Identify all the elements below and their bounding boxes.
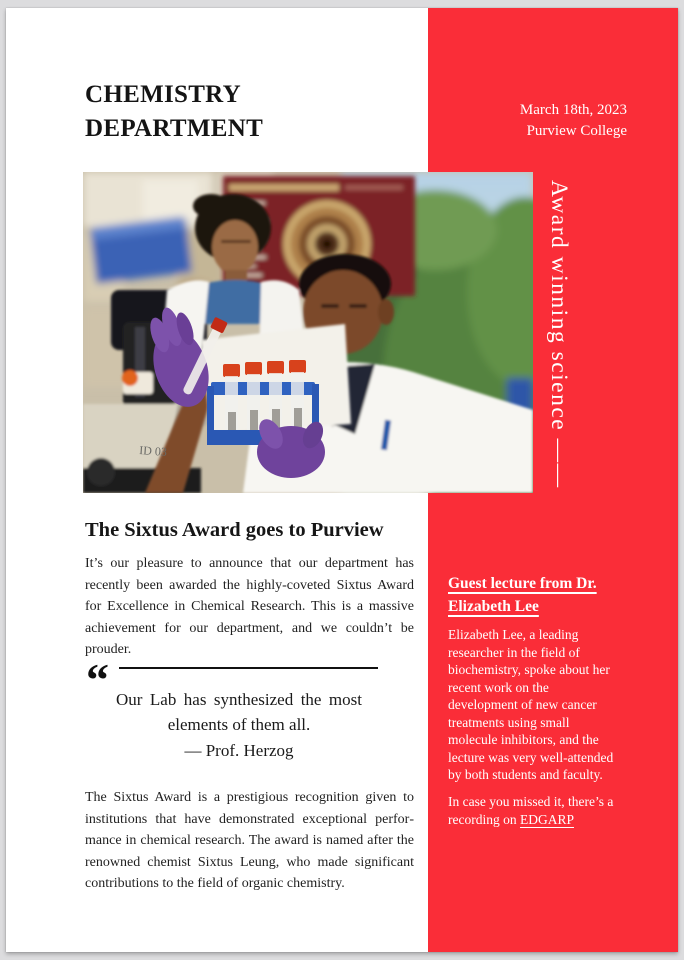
sidebar-body xyxy=(448,626,640,784)
issue-info xyxy=(520,100,627,142)
sidebar-body-line: recent work on the xyxy=(448,679,549,695)
pull-quote xyxy=(86,654,378,761)
article-paragraph-2: The Sixtus Award is a prestigious recognition given to institutions that have demonstrated exceptional performance in chemical research. The award is named after the renowned chemist Sixtus Leung, who made significant contributions to the field of organic chemistry. xyxy=(85,790,414,891)
quote-text: Our Lab has synthesized the most elements of them all. xyxy=(116,690,362,734)
article-heading: The Sixtus Award goes to Purview xyxy=(85,519,384,541)
quote-rule xyxy=(119,667,378,669)
newsletter-page xyxy=(6,8,678,952)
sidebar-body-line: lecture was very well-attended xyxy=(448,749,614,765)
quote-header: “ xyxy=(86,654,378,682)
sidebar-footer-prefix: In case you missed it, there’s a recording on xyxy=(448,793,614,827)
sidebar-body-line: Elizabeth Lee, a leading xyxy=(448,627,579,642)
lab-photo xyxy=(83,172,533,493)
article-paragraph-1: It’s our pleasure to announce that our department has recently been awarded the highly-coveted Sixtus Award for Excellence in Chemical Research. This is a massive achievement for our department, and we couldn’t be prouder. xyxy=(85,556,414,657)
sidebar-body-line: biochemistry, spoke about her xyxy=(448,662,610,677)
sidebar-body-line: molecule inhibitors, and the xyxy=(448,732,599,747)
sidebar-body-line: development of new cancer xyxy=(448,697,597,712)
vertical-tagline: Award winning science —— xyxy=(546,180,572,489)
sidebar-footer-text xyxy=(448,793,640,829)
sidebar-heading-link[interactable]: Guest lecture from Dr. Elizabeth Lee xyxy=(448,575,597,615)
photo-equipment-label: ID 03 xyxy=(138,443,168,459)
sidebar-body-line: researcher in the field of xyxy=(448,644,580,660)
quote-attribution: — Prof. Herzog xyxy=(184,741,294,760)
title-line-1: CHEMISTRY xyxy=(85,81,242,108)
issue-date: March 18th, 2023 xyxy=(519,102,627,118)
edgarp-link[interactable]: EDGARP xyxy=(519,811,574,827)
sidebar-body-line: by both students and faculty. xyxy=(448,767,603,782)
title-line-2: DEPARTMENT xyxy=(85,115,264,142)
sidebar-body-line: treatments using small xyxy=(448,714,570,730)
organization-name: Purview College xyxy=(526,123,627,139)
sidebar-content xyxy=(448,572,640,829)
newsletter-title xyxy=(85,78,263,146)
